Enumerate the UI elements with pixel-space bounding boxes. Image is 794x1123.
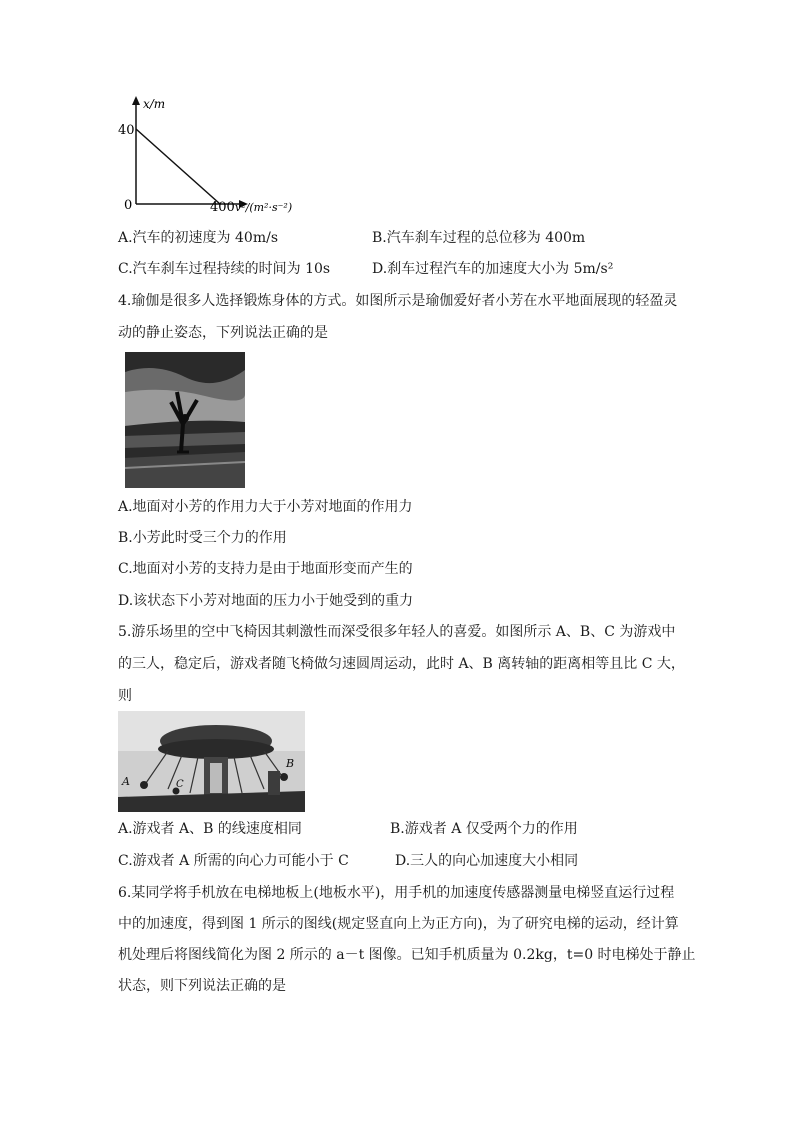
q4-option-b: B.小芳此时受三个力的作用 <box>118 530 287 546</box>
q6-stem-line3: 机处理后将图线简化为图 2 所示的 a－t 图像。已知手机质量为 0.2kg，t=0 时电梯处于静止 <box>118 947 696 963</box>
q5-stem-line2: 的三人，稳定后，游戏者随飞椅做匀速圆周运动，此时 A、B 离转轴的距离相等且比 C 大， <box>118 656 685 672</box>
q4-stem-line1: 4.瑜伽是很多人选择锻炼身体的方式。如图所示是瑜伽爱好者小芳在水平地面展现的轻盈灵 <box>118 293 678 309</box>
photo-label-b: B <box>286 757 295 770</box>
q4-option-c: C.地面对小芳的支持力是由于地面形变而产生的 <box>118 561 413 577</box>
q3-option-a: A.汽车的初速度为 40m/s <box>118 230 279 246</box>
q4-option-d: D.该状态下小芳对地面的压力小于她受到的重力 <box>118 593 414 609</box>
x-tick-label: 400 <box>210 200 235 215</box>
photo-label-a: A <box>122 775 130 788</box>
x-v2-graph <box>112 92 312 222</box>
q5-stem-line1: 5.游乐场里的空中飞椅因其刺激性而深受很多年轻人的喜爱。如图所示 A、B、C 为游戏中 <box>118 624 676 640</box>
q5-option-b: B.游戏者 A 仅受两个力的作用 <box>390 821 578 837</box>
q3-option-d: D.刹车过程汽车的加速度大小为 5m/s² <box>372 261 614 277</box>
swing-ride-photo <box>118 711 305 812</box>
q5-option-c: C.游戏者 A 所需的向心力可能小于 C <box>118 853 349 869</box>
photo-label-c: C <box>176 779 184 790</box>
q5-option-d: D.三人的向心加速度大小相同 <box>395 853 579 869</box>
q4-stem-line2: 动的静止姿态，下列说法正确的是 <box>118 325 328 341</box>
graph-line <box>136 129 220 204</box>
q5-stem-line3: 则 <box>118 688 132 704</box>
q4-option-a: A.地面对小芳的作用力大于小芳对地面的作用力 <box>118 499 413 515</box>
q6-stem-line2: 中的加速度，得到图 1 所示的图线(规定竖直向上为正方向)，为了研究电梯的运动，经计算 <box>118 916 679 932</box>
q6-stem-line1: 6.某同学将手机放在电梯地板上(地板水平)，用手机的加速度传感器测量电梯竖直运行过程 <box>118 885 675 901</box>
y-tick-label: 40 <box>118 123 135 138</box>
q3-option-c: C.汽车刹车过程持续的时间为 10s <box>118 261 331 277</box>
q5-option-a: A.游戏者 A、B 的线速度相同 <box>118 821 302 837</box>
yoga-photo <box>125 352 245 488</box>
y-axis-arrow <box>132 96 140 105</box>
y-axis-label: x/m <box>143 97 166 111</box>
q6-stem-line4: 状态，则下列说法正确的是 <box>118 978 286 994</box>
q3-option-b: B.汽车刹车过程的总位移为 400m <box>372 230 586 246</box>
x-axis-label: v²/(m²·s⁻²) <box>235 201 293 214</box>
origin-label: 0 <box>124 198 133 213</box>
